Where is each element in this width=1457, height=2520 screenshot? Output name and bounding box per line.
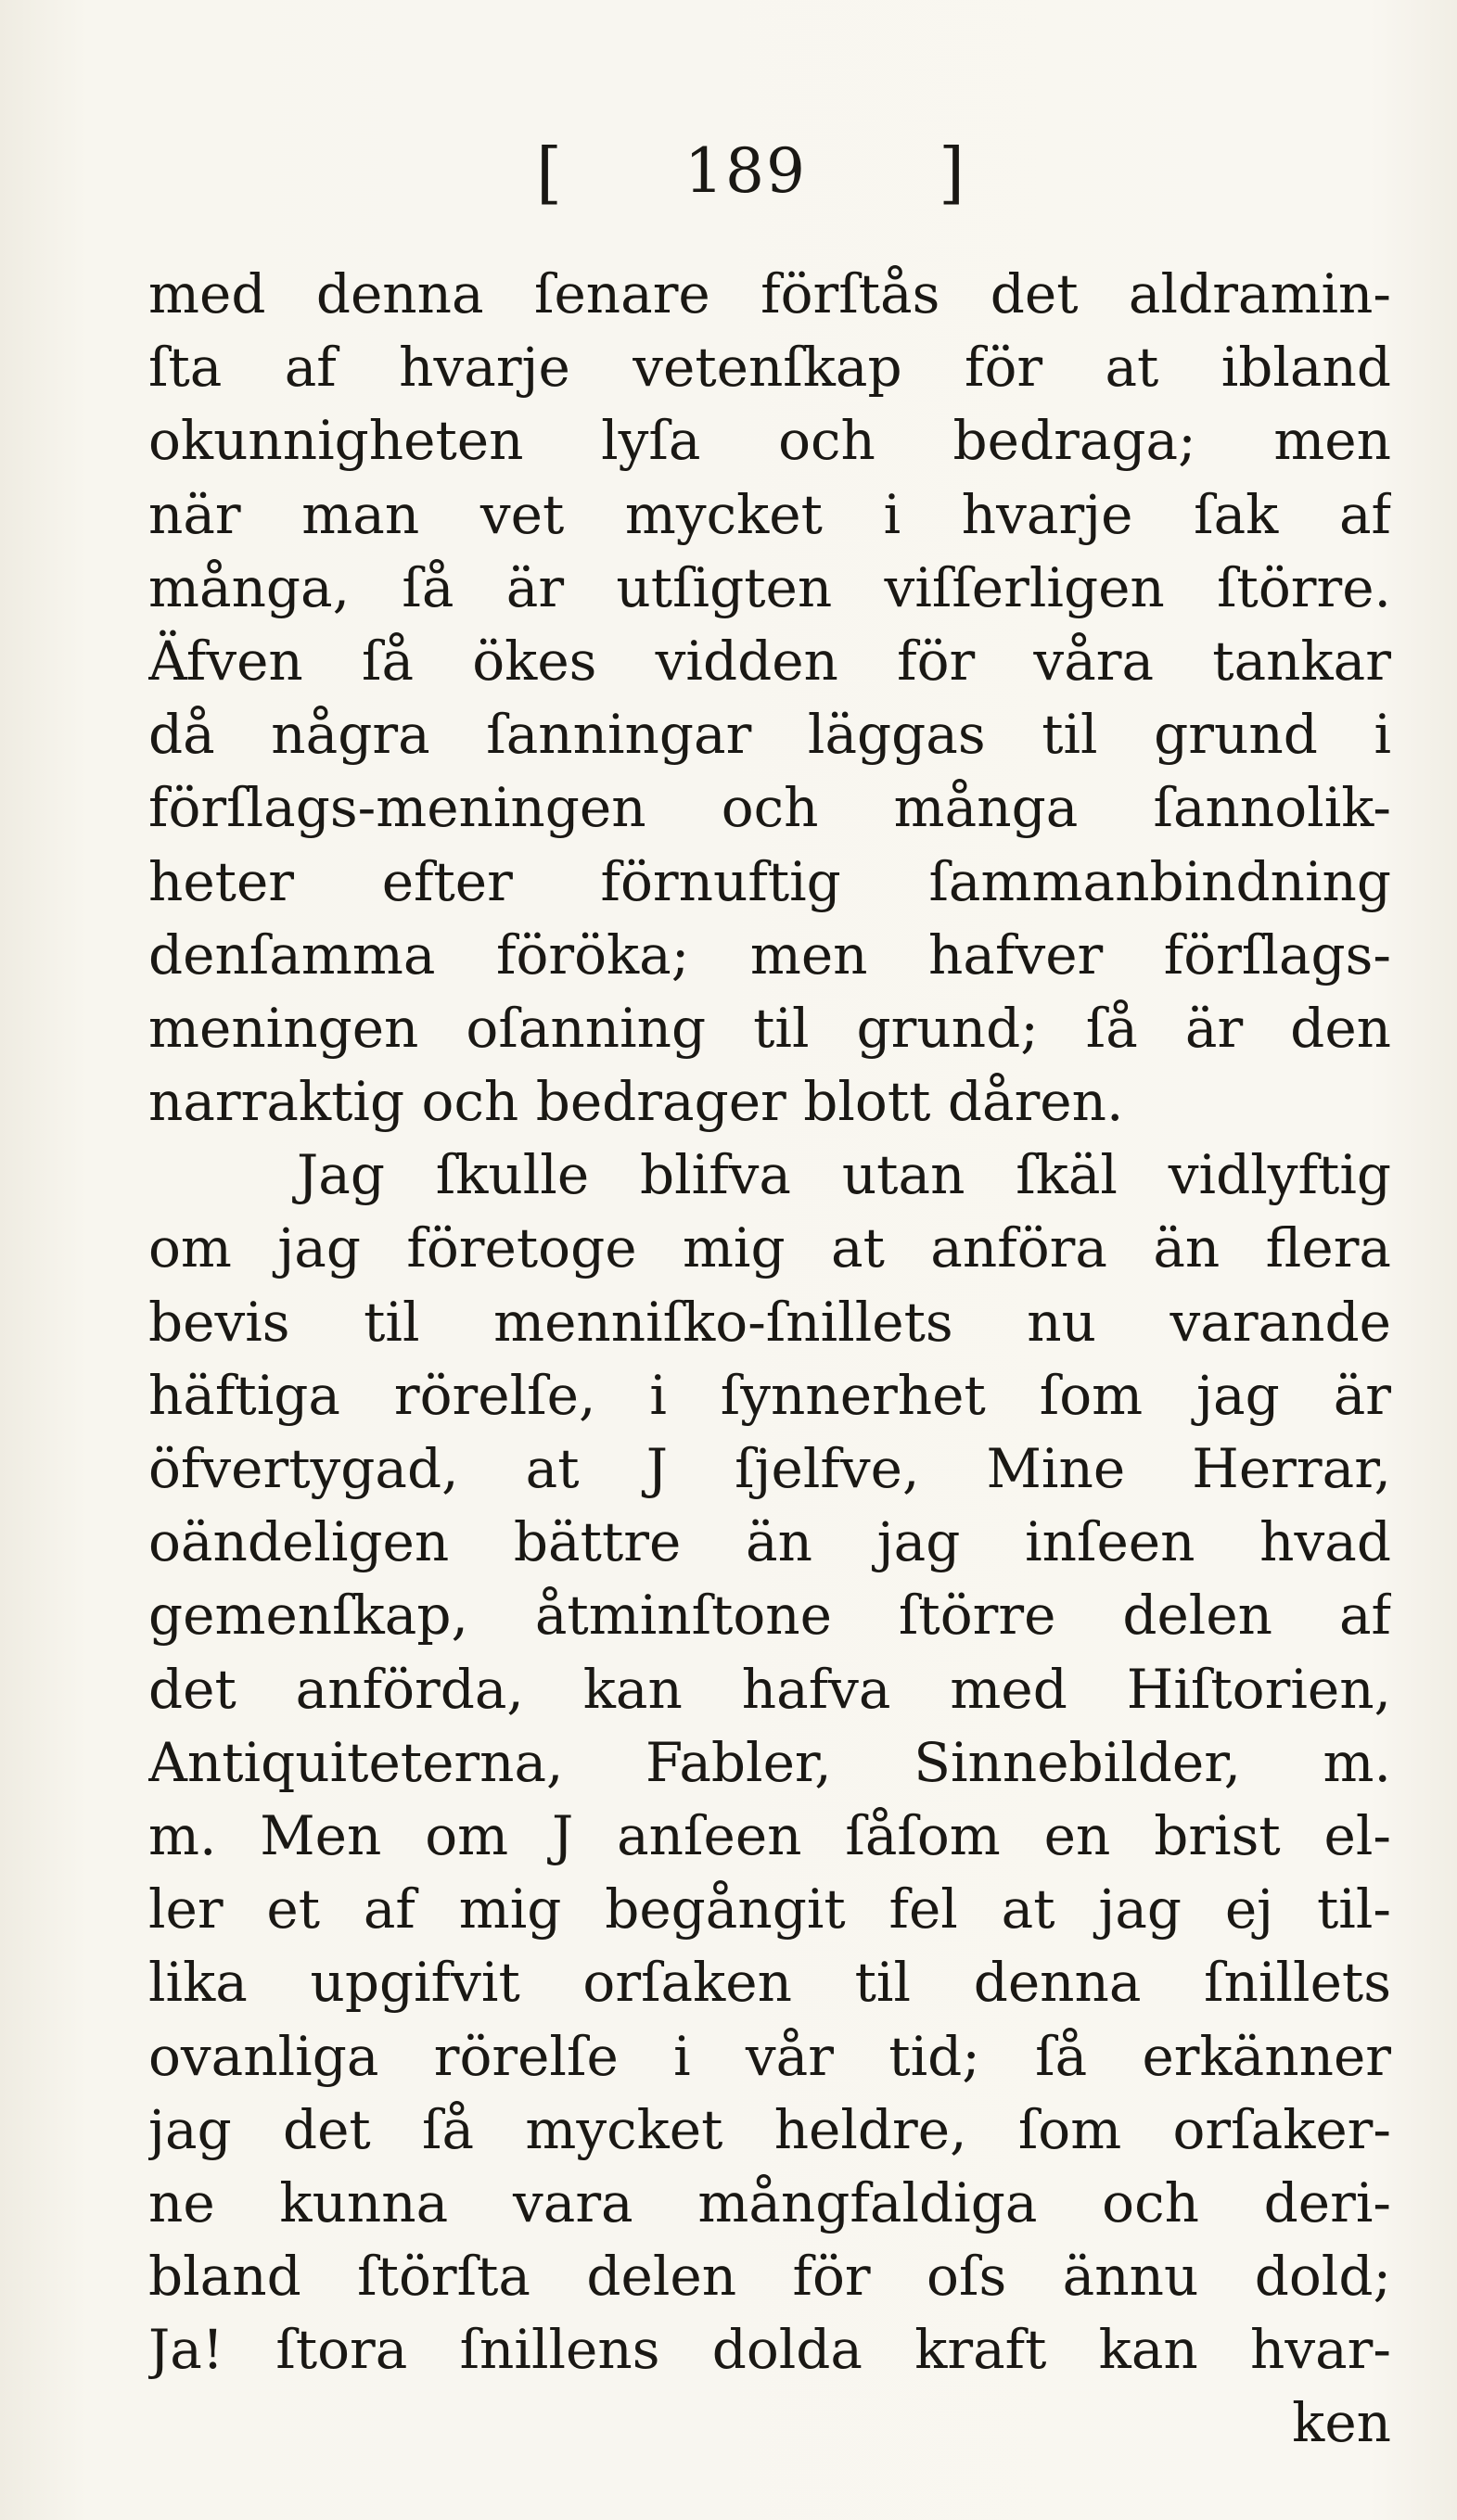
text-line: narraktig och bedrager blott dåren. bbox=[148, 1070, 1124, 1134]
text-line: m. Men om J anſeen ſåſom en brist el- bbox=[148, 1803, 1391, 1867]
text-line: bevis til menniſko-ſnillets nu varande bbox=[148, 1290, 1391, 1354]
text-line: om jag företoge mig at anföra än flera bbox=[148, 1216, 1391, 1280]
text-line: heter efter förnuftig ſammanbindning bbox=[148, 849, 1391, 913]
text-line: ovanliga rörelſe i vår tid; ſå erkänner bbox=[148, 2024, 1391, 2088]
text-line: då några ſanningar läggas til grund i bbox=[148, 703, 1391, 767]
text-line: bland ſtörſta delen för oſs ännu dold; bbox=[148, 2245, 1391, 2309]
text-line-paragraph-start: Jag ſkulle blifva utan ſkäl vidlyftig bbox=[297, 1143, 1391, 1207]
text-line: oändeligen bättre än jag inſeen hvad bbox=[148, 1510, 1391, 1574]
text-line: ler et af mig begångit fel at jag ej til- bbox=[148, 1877, 1391, 1941]
text-line: det anförda, kan hafva med Hiſtorien, bbox=[148, 1657, 1391, 1721]
page-number: 189 bbox=[684, 135, 807, 207]
catchword: ken bbox=[1292, 2391, 1391, 2455]
text-line: lika upgifvit orſaken til denna ſnillets bbox=[148, 1951, 1391, 2015]
text-line: gemenſkap, åtminſtone ſtörre delen af bbox=[148, 1584, 1391, 1648]
text-line: öfvertygad, at J ſjelfve, Mine Herrar, bbox=[148, 1437, 1391, 1500]
text-line: ne kunna vara mångfaldiga och deri- bbox=[148, 2170, 1391, 2234]
header-bracket-open: [ bbox=[536, 134, 563, 211]
header-bracket-close: ] bbox=[939, 134, 965, 211]
text-line: jag det ſå mycket heldre, ſom orſaker- bbox=[148, 2097, 1391, 2161]
text-line: Äfven ſå ökes vidden för våra tankar bbox=[148, 629, 1391, 693]
text-line: förſlags-meningen och många ſannolik- bbox=[148, 776, 1391, 840]
text-line: okunnigheten lyſa och bedraga; men bbox=[148, 409, 1391, 473]
text-line: denſamma föröka; men hafver förſlags- bbox=[148, 923, 1391, 986]
text-line: ſta af hvarje vetenſkap för at ibland bbox=[148, 336, 1391, 400]
text-line: många, ſå är utſigten viſſerligen ſtörre. bbox=[148, 555, 1391, 619]
text-line: meningen oſanning til grund; ſå är den bbox=[148, 996, 1391, 1060]
text-line: när man vet mycket i hvarje ſak af bbox=[148, 482, 1391, 546]
text-line: Ja! ſtora ſnillens dolda kraft kan hvar- bbox=[148, 2318, 1391, 2382]
page-header bbox=[0, 111, 1457, 213]
text-line: häftiga rörelſe, i ſynnerhet ſom jag är bbox=[148, 1363, 1391, 1427]
body-text bbox=[148, 258, 1391, 2461]
text-line: Antiquiteterna, Fabler, Sinnebilder, m. bbox=[148, 1730, 1391, 1794]
text-line: med denna ſenare förſtås det aldramin- bbox=[148, 262, 1391, 325]
